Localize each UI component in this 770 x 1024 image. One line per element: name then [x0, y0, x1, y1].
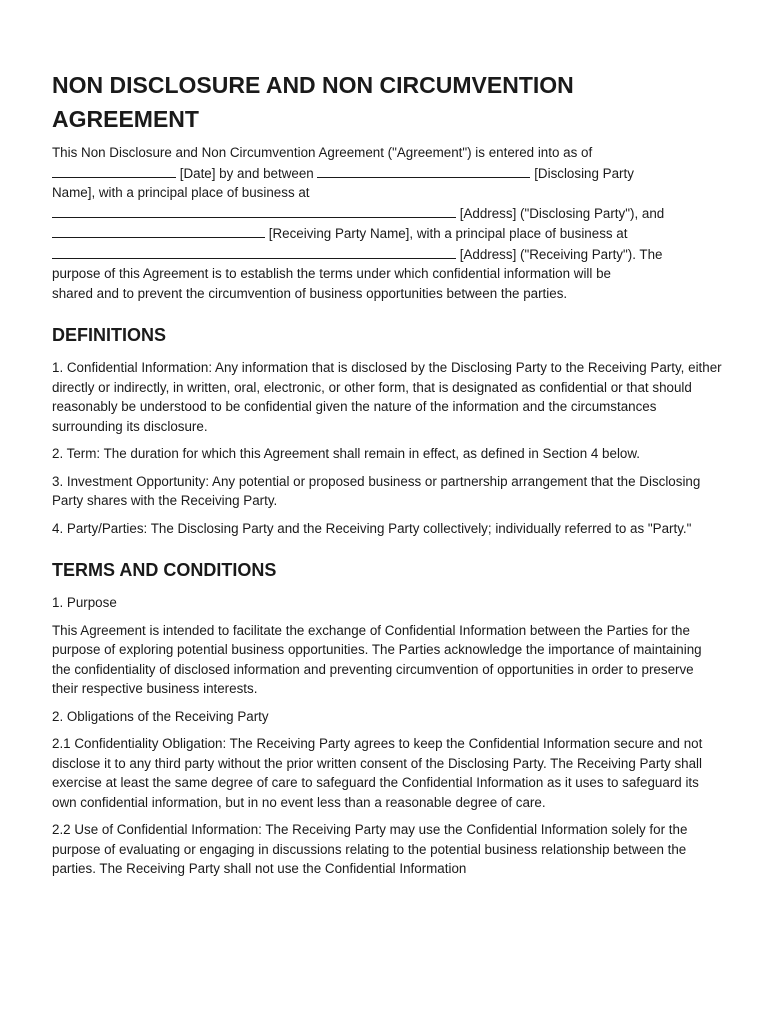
purpose-title: 1. Purpose [52, 595, 117, 610]
definition-item: 4. Party/Parties: The Disclosing Party and the Receiving Party collectively; individually referred to as "Party." [52, 520, 692, 536]
obligation-item: 2.2 Use of Confidential Information: The Receiving Party may use the Confidential Information solely for the purpose of evaluating or engaging in discussions relating to the potential business relationship between the parties. The Receiving Party shall not use the Confidential Information [52, 822, 688, 876]
disclosing-party-address-blank[interactable] [52, 203, 456, 218]
obligation-item: 2.1 Confidentiality Obligation: The Receiving Party agrees to keep the Confidential Information secure and not disclose it to any third party without the prior written consent of the Disclosing Party. The Receiving Party shall exercise at least the same degree of care to safeguard the Confidential Information as it uses to safeguard its own confidential information, but in no event less than a reasonable degree of care. [52, 736, 703, 810]
definition-item: 3. Investment Opportunity: Any potential or proposed business or partnership arrangement that the Disclosing Party shares with the Receiving Party. [52, 473, 701, 508]
intro-text: shared and to prevent the circumvention of business opportunities between the parties. [52, 285, 568, 301]
intro-text: This Non Disclosure and Non Circumvention Agreement ("Agreement") is entered into as of [52, 145, 593, 160]
intro-text: [Disclosing Party [534, 165, 634, 181]
intro-text: [Address] ("Disclosing Party"), and [459, 205, 665, 221]
intro-text: Name], with a principal place of business at [52, 185, 310, 200]
intro-text: purpose of this Agreement is to establish the terms under which confidential information will be [52, 266, 611, 281]
definition-item: 2. Term: The duration for which this Agreement shall remain in effect, as defined in Section 4 below. [52, 446, 641, 461]
document-page [52, 68, 722, 879]
obligations-title: 2. Obligations of the Receiving Party [52, 708, 269, 724]
terms-heading: TERMS AND CONDITIONS [52, 560, 277, 580]
purpose-text: This Agreement is intended to facilitate the exchange of Confidential Information between the Parties for the purpose of exploring potential business opportunities. The Parties acknowledge the importance of maintaining the confidentiality of disclosed information and preventing circumvention of opportunities in order to preserve their respective business interests. [52, 622, 702, 696]
receiving-party-name-blank[interactable] [52, 223, 265, 238]
intro-text: [Date] by and between [179, 165, 314, 181]
definitions-heading: DEFINITIONS [52, 325, 167, 345]
receiving-party-address-blank[interactable] [52, 244, 456, 259]
intro-text: [Receiving Party Name], with a principal place of business at [268, 226, 628, 241]
date-blank[interactable] [52, 163, 176, 178]
definition-item: 1. Confidential Information: Any information that is disclosed by the Disclosing Party to the Receiving Party, either directly or indirectly, in written, oral, electronic, or other form, that is designated as confidential or that should reasonably be understood to be confidential given the nature of the information and the circumstances surrounding its disclosure. [52, 360, 722, 434]
document-title: NON DISCLOSURE AND NON CIRCUMVENTION AGREEMENT [52, 72, 574, 132]
intro-paragraph [52, 143, 722, 303]
disclosing-party-name-blank[interactable] [317, 163, 530, 178]
intro-text: [Address] ("Receiving Party"). The [459, 246, 663, 262]
